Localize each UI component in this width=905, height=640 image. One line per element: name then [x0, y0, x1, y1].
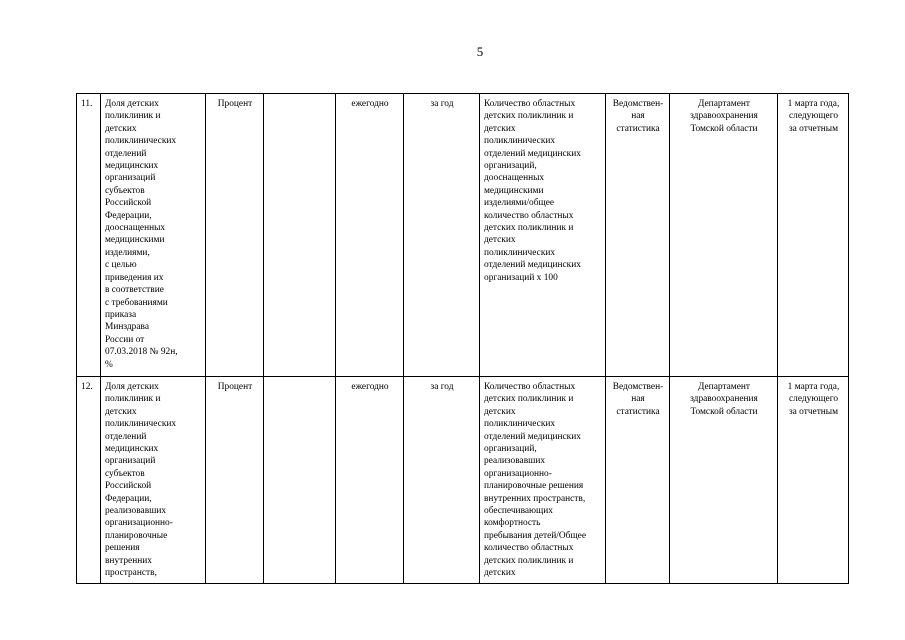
row-number: 11.: [81, 99, 93, 109]
frequency-cell: [336, 94, 404, 377]
text-line: поликлинических: [105, 419, 177, 430]
text-line: изделиями,: [105, 247, 150, 258]
text-line: внутренних: [105, 555, 152, 566]
text-line: Количество областных: [484, 99, 576, 109]
text-line: за отчетным: [788, 123, 839, 134]
text-line: обеспечивающих: [484, 506, 553, 517]
formula: [484, 381, 602, 580]
text-line: Количество областных: [484, 382, 576, 392]
deadline-cell: [778, 377, 849, 584]
frequency: ежегодно: [351, 99, 389, 109]
text-line: Ведомствен-: [612, 99, 664, 109]
text-line: отделений медицинских: [484, 148, 581, 159]
responsible-cell: [670, 377, 778, 584]
responsible: [674, 98, 774, 135]
text-line: субъектов: [105, 185, 145, 196]
text-line: детских поликлиник и: [484, 394, 574, 405]
text-line: субъектов: [105, 468, 145, 479]
formula-cell: [480, 94, 606, 377]
indicator-name: [105, 381, 202, 580]
text-line: поликлинических: [484, 419, 556, 430]
text-line: Федерации,: [105, 493, 152, 504]
text-line: медицинских: [105, 444, 159, 455]
text-line: количество областных: [484, 210, 574, 221]
text-line: детских поликлиник и: [484, 555, 574, 566]
text-line: %: [105, 359, 113, 370]
period: за год: [430, 99, 454, 109]
text-line: дооснащенных: [105, 223, 166, 234]
text-line: реализовавших: [484, 456, 546, 467]
table-row: [77, 94, 849, 377]
text-line: решения: [105, 543, 140, 554]
text-line: Российской: [105, 198, 152, 209]
text-line: внутренних пространств,: [484, 493, 586, 504]
text-line: организаций x 100: [484, 272, 558, 283]
deadline: [782, 98, 845, 135]
row-number: 12.: [81, 382, 93, 392]
responsible: [674, 381, 774, 418]
frequency-cell: [336, 377, 404, 584]
source: [610, 381, 666, 418]
text-line: отделений медицинских: [484, 431, 581, 442]
text-line: Федерации,: [105, 210, 152, 221]
page-number: 5: [476, 44, 484, 59]
text-line: отделений: [105, 148, 147, 159]
text-line: поликлинических: [484, 136, 556, 147]
period: за год: [430, 382, 454, 392]
source-cell: [606, 94, 670, 377]
row-number-cell: [77, 94, 101, 377]
text-line: поликлиник и: [105, 111, 161, 122]
text-line: организационно-: [105, 518, 173, 529]
text-line: организационно-: [484, 468, 552, 479]
text-line: отделений: [105, 431, 147, 442]
table-body: [77, 94, 849, 584]
source-cell: [606, 377, 670, 584]
text-line: планировочные решения: [484, 481, 584, 492]
text-line: отделений медицинских: [484, 260, 581, 271]
text-line: детских: [484, 235, 516, 246]
text-line: приказа: [105, 309, 137, 320]
text-line: 1 марта года,: [787, 99, 840, 109]
text-line: организаций,: [484, 444, 537, 455]
text-line: детских: [484, 568, 516, 579]
text-line: следующего: [788, 111, 839, 122]
text-line: комфортность: [484, 518, 541, 529]
text-line: 1 марта года,: [787, 382, 840, 392]
text-line: статистика: [616, 123, 660, 134]
text-line: статистика: [616, 406, 660, 417]
text-line: пространств,: [105, 568, 157, 579]
unit-cell: [206, 377, 264, 584]
text-line: поликлинических: [105, 136, 177, 147]
empty-cell: [264, 94, 336, 377]
text-line: детских: [105, 406, 137, 417]
text-line: медицинскими: [105, 235, 165, 246]
text-line: организаций: [105, 456, 156, 467]
responsible-cell: [670, 94, 778, 377]
text-line: в соответствие: [105, 285, 164, 296]
table-row: [77, 377, 849, 584]
period-cell: [404, 377, 480, 584]
unit-cell: [206, 94, 264, 377]
text-line: Департамент: [698, 382, 750, 392]
text-line: с целью: [105, 260, 137, 271]
text-line: детских поликлиник и: [484, 223, 574, 234]
text-line: реализовавших: [105, 506, 167, 517]
text-line: приведения их: [105, 272, 164, 283]
formula-cell: [480, 377, 606, 584]
unit: Процент: [217, 99, 253, 109]
text-line: здравоохранения: [690, 394, 758, 405]
row-number-cell: [77, 377, 101, 584]
text-line: медицинских: [105, 161, 159, 172]
text-line: Доля детских: [105, 382, 159, 392]
indicator-name-cell: [101, 377, 206, 584]
indicator-name: [105, 98, 202, 371]
text-line: пребывания детей/Общее: [484, 530, 586, 541]
text-line: детских: [484, 406, 516, 417]
text-line: здравоохранения: [690, 111, 758, 122]
formula: [484, 98, 602, 284]
period-cell: [404, 94, 480, 377]
text-line: с требованиями: [105, 297, 168, 308]
text-line: ная: [631, 111, 645, 122]
text-line: детских: [105, 123, 137, 134]
text-line: России от: [105, 334, 145, 345]
text-line: Томской области: [690, 406, 758, 417]
unit: Процент: [217, 382, 253, 392]
empty-cell: [264, 377, 336, 584]
text-line: Томской области: [690, 123, 758, 134]
indicator-name-cell: [101, 94, 206, 377]
text-line: Департамент: [698, 99, 750, 109]
text-line: медицинскими: [484, 185, 544, 196]
text-line: поликлиник и: [105, 394, 161, 405]
text-line: дооснащенных: [484, 173, 545, 184]
text-line: организаций,: [484, 161, 537, 172]
text-line: детских поликлиник и: [484, 111, 574, 122]
deadline-cell: [778, 94, 849, 377]
deadline: [782, 381, 845, 418]
text-line: количество областных: [484, 543, 574, 554]
text-line: ная: [631, 394, 645, 405]
indicators-table: [76, 93, 849, 584]
text-line: изделиями/общее: [484, 198, 555, 209]
text-line: Минздрава: [105, 322, 149, 333]
text-line: Ведомствен-: [612, 382, 664, 392]
text-line: следующего: [788, 394, 839, 405]
text-line: организаций: [105, 173, 156, 184]
text-line: Российской: [105, 481, 152, 492]
source: [610, 98, 666, 135]
text-line: планировочные: [105, 530, 168, 541]
text-line: поликлинических: [484, 247, 556, 258]
text-line: детских: [484, 123, 516, 134]
text-line: за отчетным: [788, 406, 839, 417]
text-line: 07.03.2018 № 92н,: [105, 347, 178, 358]
frequency: ежегодно: [351, 382, 389, 392]
text-line: Доля детских: [105, 99, 159, 109]
